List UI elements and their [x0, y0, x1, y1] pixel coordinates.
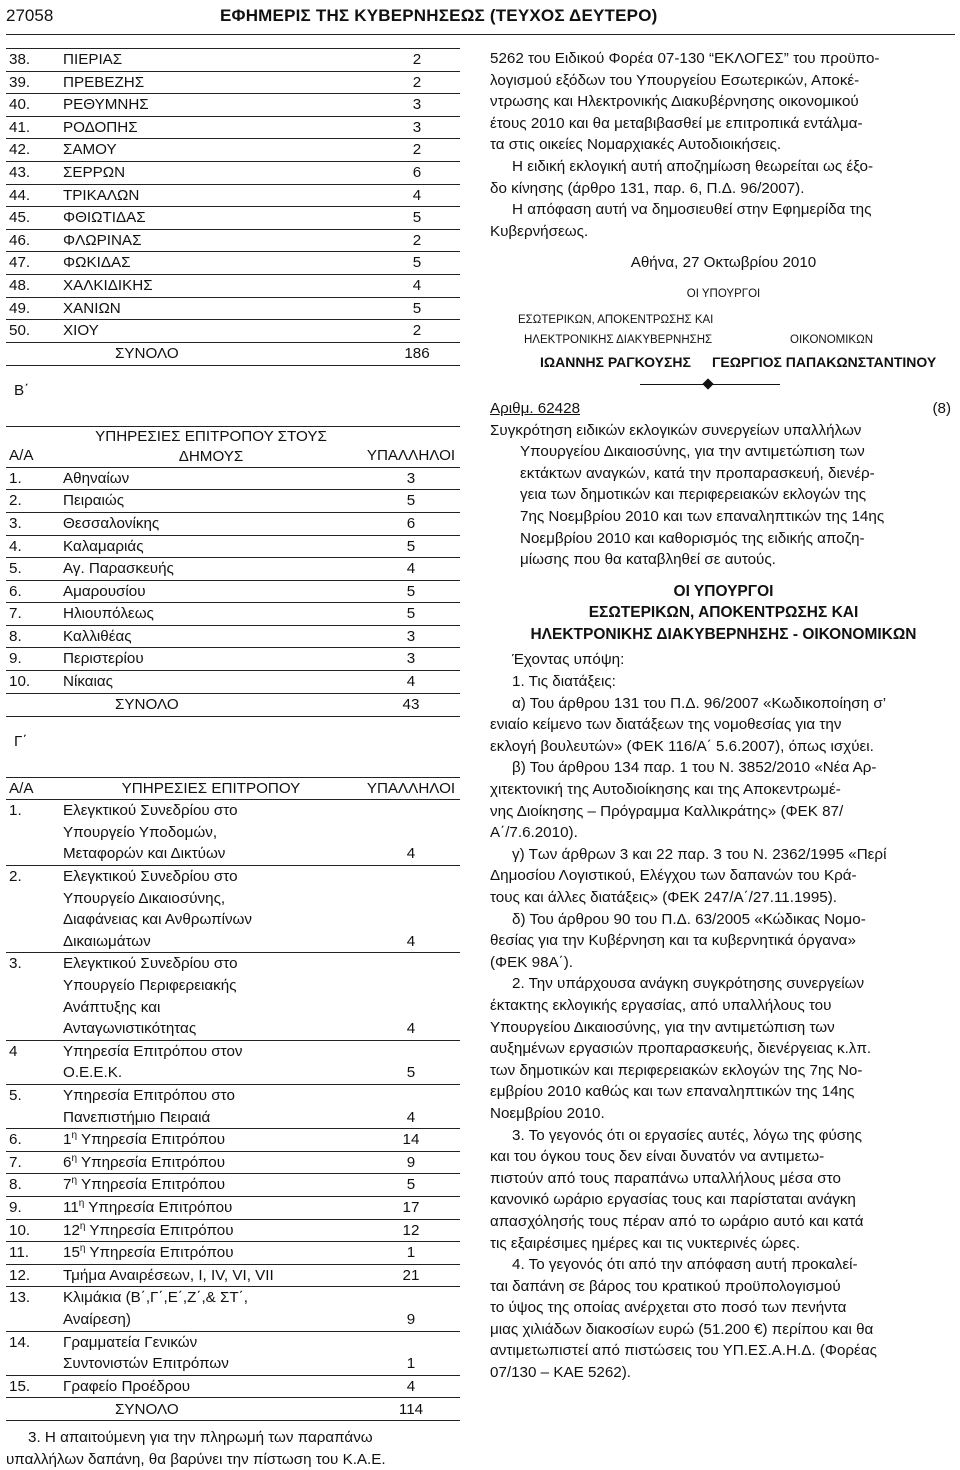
- service-name: $12^\eta$ Υπηρεσία Επιτρόπου: [60, 1219, 362, 1242]
- table-row: 4 Υπηρεσία Επιτρόπου στον Ο.Ε.Ε.Κ. 5: [6, 1040, 460, 1084]
- service-name: $7^\eta$ Υπηρεσία Επιτρόπου: [60, 1174, 362, 1197]
- table-row: 47. ΦΩΚΙΔΑΣ 5: [6, 252, 460, 275]
- paragraph: β) Του άρθρου 134 παρ. 1 του Ν. 3852/2010 «Νέα Αρ- χιτεκτονική της Αυτοδιοίκησης και της Αποκεντρωμέ- νης Διοίκησης – Πρόγραμμα Καλλικράτης» (ΦΕΚ 87/ Α΄/7.6.2010).: [490, 759, 877, 842]
- signatory-1: ΙΩΑΝΝΗΣ ΡΑΓΚΟΥΣΗΣ: [540, 353, 691, 370]
- municipal-services-table: [6, 426, 460, 717]
- paragraph: α) Του άρθρου 131 του Π.Δ. 96/2007 «Κωδικοποίηση σ’ ενιαίο κείμενο των διατάξεων της νομοθεσίας για την εκλογή βουλευτών» (ΦΕΚ 116/Α΄ 5.6.2007), όπως ισχύει.: [490, 694, 887, 755]
- header-rule: [6, 34, 955, 35]
- table-row: 39. ΠΡΕΒΕΖΗΣ 2: [6, 71, 460, 94]
- table-row: 3. Θεσσαλονίκης 6: [6, 512, 460, 535]
- separator-ornament: [490, 374, 957, 396]
- signatory-2: ΓΕΩΡΓΙΟΣ ΠΑΠΑΚΩΝΣΤΑΝΤΙΝΟΥ: [712, 353, 937, 370]
- paragraph: γ) Των άρθρων 3 και 22 παρ. 3 του Ν. 2362/1995 «Περί Δημοσίου Λογιστικού, Ελέγχου των δαπανών του Κρά- τους και άλλες διατάξεις» (ΦΕΚ 247/Α΄/27.11.1995).: [490, 845, 887, 906]
- table-row: 2. Πειραιώς 5: [6, 490, 460, 513]
- table-row: 40. ΡΕΘΥΜΝΗΣ 3: [6, 94, 460, 117]
- service-name: Κλιμάκια (Β΄,Γ΄,Ε΄,Ζ΄,& ΣΤ΄, Αναίρεση): [60, 1287, 362, 1331]
- total-row: ΣΥΝΟΛΟ 114: [6, 1398, 460, 1421]
- table-row: 10. Νίκαιας 4: [6, 671, 460, 694]
- paragraph: 2. Την υπάρχουσα ανάγκη συγκρότησης συνεργείων έκτακτης εκλογικής εργασίας, από υπαλλήλους του Υπουργείου Δικαιοσύνης, για την αντιμετώπιση των αυξημένων εργασιών προπαρασκευής, διενέργειας κ.λπ. των δημοτικών και περιφερειακών εκλογών της 7ης Νο- εμβρίου 2010 καθώς και των επαναληπτικών της 14ης Νοεμβρίου 2010.: [490, 975, 872, 1122]
- decision-number: Αριθμ. 62428: [490, 399, 581, 417]
- table-row: 7. Ηλιουπόλεως 5: [6, 603, 460, 626]
- service-name: Ελεγκτικού Συνεδρίου στο Υπουργείο Δικαιοσύνης, Διαφάνειας και Ανθρωπίνων Δικαιωμάτων: [60, 866, 362, 953]
- page-number: 27058: [6, 6, 54, 25]
- service-name: $6^\eta$ Υπηρεσία Επιτρόπου: [60, 1151, 362, 1174]
- signing-date: Αθήνα, 27 Οκτωβρίου 2010: [630, 254, 817, 272]
- table-header: Α/Α ΥΠΗΡΕΣΙΕΣ ΕΠΙΤΡΟΠΟΥ ΣΤΟΥΣ ΔΗΜΟΥΣ ΥΠΑΛΛΗΛΟΙ: [6, 426, 460, 467]
- gazette-title: ΕΦΗΜΕΡΙΣ ΤΗΣ ΚΥΒΕΡΝΗΣΕΩΣ (ΤΕΥΧΟΣ ΔΕΥΤΕΡΟ): [220, 6, 658, 25]
- table-row: 5. Υπηρεσία Επιτρόπου στο Πανεπιστήμιο Πειραιά 4: [6, 1084, 460, 1128]
- service-name: $15^\eta$ Υπηρεσία Επιτρόπου: [60, 1242, 362, 1265]
- table-row: 46. ΦΛΩΡΙΝΑΣ 2: [6, 229, 460, 252]
- table-row: 8. Καλλιθέας 3: [6, 625, 460, 648]
- service-name: Υπηρεσία Επιτρόπου στον Ο.Ε.Ε.Κ.: [60, 1040, 362, 1084]
- page-header: [0, 0, 960, 34]
- table-row: 43. ΣΕΡΡΩΝ 6: [6, 161, 460, 184]
- total-row: ΣΥΝΟΛΟ 43: [6, 693, 460, 716]
- table-header: Α/Α ΥΠΗΡΕΣΙΕΣ ΕΠΙΤΡΟΠΟΥ ΥΠΑΛΛΗΛΟΙ: [6, 777, 460, 800]
- table-row: 12. Τμήμα Αναιρέσεων, Ι, ΙV, VI, VII 21: [6, 1264, 460, 1287]
- table-row: 3. Ελεγκτικού Συνεδρίου στο Υπουργείο Περιφερειακής Ανάπτυξης και Ανταγωνιστικότητας 4: [6, 953, 460, 1040]
- service-name: Ελεγκτικού Συνεδρίου στο Υπουργείο Περιφερειακής Ανάπτυξης και Ανταγωνιστικότητας: [60, 953, 362, 1040]
- service-name: $11^\eta$ Υπηρεσία Επιτρόπου: [60, 1196, 362, 1219]
- table-row: 14. Γραμματεία Γενικών Συντονιστών Επιτρόπων 1: [6, 1331, 460, 1375]
- publication-paragraph: Η απόφαση αυτή να δημοσιευθεί στην Εφημερίδα της Κυβερνήσεως.: [490, 201, 872, 240]
- diamond-icon: [702, 378, 713, 389]
- table-row: 9. Περιστερίου 3: [6, 648, 460, 671]
- section-c-label: Γ΄: [14, 732, 28, 750]
- allowance-paragraph: Η ειδική εκλογική αυτή αποζημίωση θεωρείται ως έξο- δο κίνησης (άρθρο 131, παρ. 6, Π.Δ. 96/2007).: [490, 157, 874, 197]
- paragraph: 3. Το γεγονός ότι οι εργασίες αυτές, λόγω της φύσης και του όγκου τους δεν είναι δυνατόν να αντιμετω- πιστούν από τους παραπάνω υπαλλήλους μέσα στο κανονικό ωράριο εργασίας τους και παρίσταται ανάγκη απασχόλησής τους πέραν από το ωράριο αυτό και κατά τις εξαιρέσιμες ημέρες και τις νυκτερινές ώρες.: [490, 1126, 864, 1252]
- decision-ref: (8): [932, 399, 951, 417]
- table-row: 8. $7^\eta$ Υπηρεσία Επιτρόπου 5: [6, 1174, 460, 1197]
- decision-number-row: [490, 398, 957, 420]
- paragraph: 1. Τις διατάξεις:: [512, 673, 616, 691]
- left-footer: 3. Η απαιτούμενη για την πληρωμή των παραπάνω υπαλλήλων δαπάνη, θα βαρύνει την πίστωση του Κ.Α.Ε.: [6, 1429, 386, 1468]
- decision-title: Συγκρότηση ειδικών εκλογικών συνεργείων υπαλλήλων Υπουργείου Δικαιοσύνης, για την αντιμετώπιση των εκτάκτων αναγκών, κατά την προπαρασκευή, διενέρ- γεια των δημοτικών και περιφερειακών εκλογών της 7ης Νοεμβρίου 2010 και των επαναληπτικών της 14ης Νοεμβρίου 2010 και καθορισμός της ειδικής αποζη- μίωσης που θα καταβληθεί σε αυτούς.: [490, 421, 885, 569]
- table-row: 1. Ελεγκτικού Συνεδρίου στο Υπουργείο Υποδομών, Μεταφορών και Δικτύων 4: [6, 800, 460, 866]
- decision-body: [490, 671, 957, 1384]
- service-name: Τμήμα Αναιρέσεων, Ι, ΙV, VI, VII: [60, 1264, 362, 1287]
- paragraph: 4. Το γεγονός ότι από την απόφαση αυτή προκαλεί- ται δαπάνη σε βάρος του κρατικού προϋπολογισμού το ύψος της οποίας ανέρχεται στο ποσό των πενήντα μιας χιλιάδων διακοσίων ευρώ (51.200 €) περίπου και θα αντιμετωπιστεί από πιστώσεις του ΥΠ.ΕΣ.Α.Η.Δ. (Φορέας 07/130 – ΚΑΕ 5262).: [490, 1256, 877, 1382]
- table-row: 41. ΡΟΔΟΠΗΣ 3: [6, 116, 460, 139]
- total-row: ΣΥΝΟΛΟ 186: [6, 342, 460, 365]
- table-row: 4. Καλαμαριάς 5: [6, 535, 460, 558]
- ministers-title: ΟΙ ΥΠΟΥΡΓΟΙ: [686, 287, 761, 300]
- left-column: [6, 48, 465, 1470]
- table-row: 1. Αθηναίων 3: [6, 467, 460, 490]
- table-row: 9. $11^\eta$ Υπηρεσία Επιτρόπου 17: [6, 1196, 460, 1219]
- table-row: 5. Αγ. Παρασκευής 4: [6, 558, 460, 581]
- right-column: [490, 48, 957, 1384]
- decision-heading: ΟΙ ΥΠΟΥΡΓΟΙ ΕΣΩΤΕΡΙΚΩΝ, ΑΠΟΚΕΝΤΡΩΣΗΣ ΚΑΙ ΗΛΕΚΤΡΟΝΙΚΗΣ ΔΙΑΚΥΒΕΡΝΗΣΗΣ - ΟΙΚΟΝΟΜΙΚΩΝ: [530, 582, 917, 643]
- signatories: [490, 348, 957, 374]
- table-row: 50. ΧΙΟΥ 2: [6, 320, 460, 343]
- service-name: Υπηρεσία Επιτρόπου στο Πανεπιστήμιο Πειραιά: [60, 1084, 362, 1128]
- table-row: 13. Κλιμάκια (Β΄,Γ΄,Ε΄,Ζ΄,& ΣΤ΄, Αναίρεση) 9: [6, 1287, 460, 1331]
- considering-label: Έχοντας υπόψη:: [512, 651, 625, 669]
- table-row: 45. ΦΘΙΩΤΙΔΑΣ 5: [6, 207, 460, 230]
- table-row: 38. ΠΙΕΡΙΑΣ 2: [6, 49, 460, 72]
- service-name: $1^\eta$ Υπηρεσία Επιτρόπου: [60, 1129, 362, 1152]
- table-row: 49. ΧΑΝΙΩΝ 5: [6, 297, 460, 320]
- ministries-block: ΕΣΩΤΕΡΙΚΩΝ, ΑΠΟΚΕΝΤΡΩΣΗΣ ΚΑΙ ΗΛΕΚΤΡΟΝΙΚΗΣ ΔΙΑΚΥΒΕΡΝΗΣΗΣ ΟΙΚΟΝΟΜΙΚΩΝ: [518, 313, 873, 346]
- table-row: 11. $15^\eta$ Υπηρεσία Επιτρόπου 1: [6, 1242, 460, 1265]
- table-row: 2. Ελεγκτικού Συνεδρίου στο Υπουργείο Δικαιοσύνης, Διαφάνειας και Ανθρωπίνων Δικαιωμάτων 4: [6, 866, 460, 953]
- table-row: 44. ΤΡΙΚΑΛΩΝ 4: [6, 184, 460, 207]
- table-row: 48. ΧΑΛΚΙΔΙΚΗΣ 4: [6, 274, 460, 297]
- services-table: [6, 777, 460, 1422]
- table-row: 42. ΣΑΜΟΥ 2: [6, 139, 460, 162]
- prefecture-table: [6, 48, 460, 366]
- service-name: Ελεγκτικού Συνεδρίου στο Υπουργείο Υποδομών, Μεταφορών και Δικτύων: [60, 800, 362, 866]
- table-row: 6. $1^\eta$ Υπηρεσία Επιτρόπου 14: [6, 1129, 460, 1152]
- table-row: 6. Αμαρουσίου 5: [6, 580, 460, 603]
- service-name: Γραφείο Προέδρου: [60, 1375, 362, 1398]
- table-row: 15. Γραφείο Προέδρου 4: [6, 1375, 460, 1398]
- table-row: 10. $12^\eta$ Υπηρεσία Επιτρόπου 12: [6, 1219, 460, 1242]
- budget-paragraph: 5262 του Ειδικού Φορέα 07-130 “ΕΚΛΟΓΕΣ” του προϋπο- λογισμού εξόδων του Υπουργείου Εσωτερικών, Αποκέ- ντρωσης και Ηλεκτρονικής Διακυβέρνησης οικονομικού έτους 2010 και θα μεταβιβασθεί με επιτροπικά εντάλμα- τα στις οικείες Νομαρχιακές Αυτοδιοικήσεις.: [490, 50, 880, 154]
- section-b-label: Β΄: [14, 381, 30, 399]
- service-name: Γραμματεία Γενικών Συντονιστών Επιτρόπων: [60, 1331, 362, 1375]
- table-row: 7. $6^\eta$ Υπηρεσία Επιτρόπου 9: [6, 1151, 460, 1174]
- paragraph: δ) Του άρθρου 90 του Π.Δ. 63/2005 «Κώδικας Νομο- θεσίας για την Κυβέρνηση και τα κυβερνητικά όργανα» (ΦΕΚ 98Α΄).: [490, 910, 866, 971]
